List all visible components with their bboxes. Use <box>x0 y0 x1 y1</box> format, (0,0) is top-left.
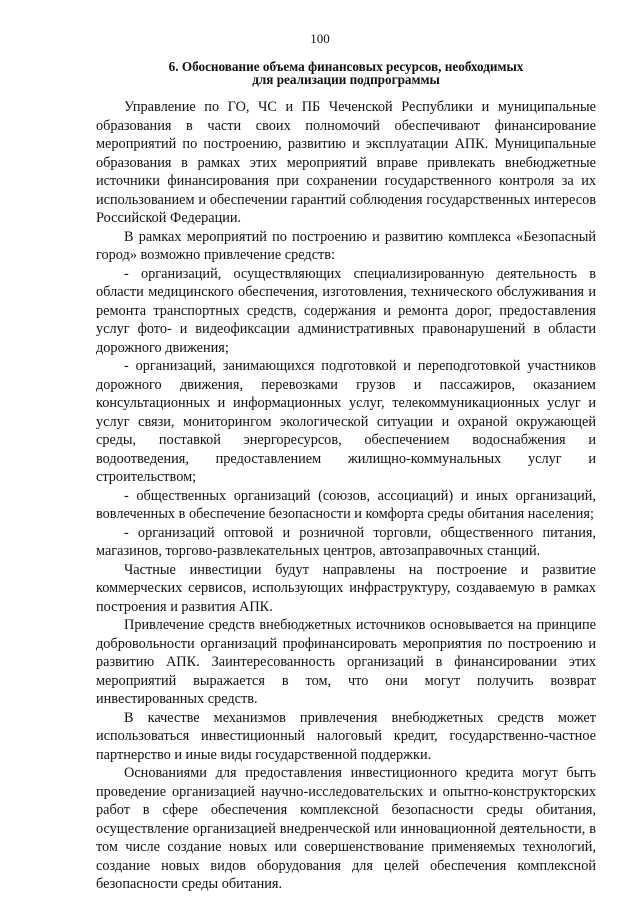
paragraph-private-investment: Частные инвестиции будут направлены на построение и развитие коммерческих сервисов, использующих инфраструктуру, создаваемую в рамках построения и развития АПК. <box>96 561 596 615</box>
paragraph-credit-grounds: Основаниями для предоставления инвестиционного кредита могут быть проведение организацией научно-исследовательских и опытно-конструкторских работ в сфере обеспечения комплексной безопасности среды обитания, осуществление организацией внедренческой или инновационной деятельности, в том числе создание новых или совершенствование применяемых технологий, создание новых видов оборудования для целей обеспечения комплексной безопасности среды обитания. <box>96 765 596 892</box>
list-item-training-services: - организаций, занимающихся подготовкой и переподготовкой участников дорожного движения, перевозками грузов и пассажиров, оказанием консультационных и информационных услуг, телекоммуникационных услуг и услуг связи, мониторингом экологической ситуации и охраной окружающей среды, поставкой энергоресурсов, обеспечением водоснабжения и водоотведения, предоставлением жилищно-коммунальных услуг и строительством; <box>96 358 596 485</box>
list-item-medical-transport: - организаций, осуществляющих специализированную деятельность в области медицинского обеспечения, изготовления, технического обслуживания и ремонта транспортных средств, содержания и ремонта дорог, предоставления услуг фото- и видеофиксации административных правонарушений в области дорожного движения; <box>96 265 596 356</box>
section-heading-line-2: для реализации подпрограммы <box>252 72 440 87</box>
paragraph-sources-lead: В рамках мероприятий по построению и развитию комплекса «Безопасный город» возможно привлечение средств: <box>96 228 596 263</box>
list-item-trade: - организаций оптовой и розничной торговли, общественного питания, магазинов, торгово-развлекательных центров, автозаправочных станций. <box>96 524 596 559</box>
body-text <box>96 98 596 894</box>
section-heading <box>96 60 596 86</box>
page-number: 100 <box>310 31 330 46</box>
paragraph-intro: Управление по ГО, ЧС и ПБ Чеченской Республики и муниципальные образования в части своих полномочий обеспечивают финансирование мероприятий по построению, развитию и эксплуатации АПК. Муниципальные образования в рамках этих мероприятий вправе привлекать внебюджетные источники финансирования при сохранении государственного контроля за их использованием и обеспечении гарантий соблюдения государственных интересов Российской Федерации. <box>96 99 596 226</box>
paragraph-mechanisms: В качестве механизмов привлечения внебюджетных средств может использоваться инвестиционный налоговый кредит, государственно-частное партнерство и иные виды государственной поддержки. <box>96 709 596 763</box>
paragraph-voluntary-principle: Привлечение средств внебюджетных источников основывается на принципе добровольности организаций профинансировать мероприятия по построению и развитию АПК. Заинтересованность организаций в финансировании этих мероприятий выражается в том, что они могут получить возврат инвестированных средств. <box>96 617 596 707</box>
list-item-public-organizations: - общественных организаций (союзов, ассоциаций) и иных организаций, вовлеченных в обеспечение безопасности и комфорта среды обитания населения; <box>96 487 596 522</box>
section-heading-line-1: 6. Обоснование объема финансовых ресурсов, необходимых <box>168 59 524 74</box>
